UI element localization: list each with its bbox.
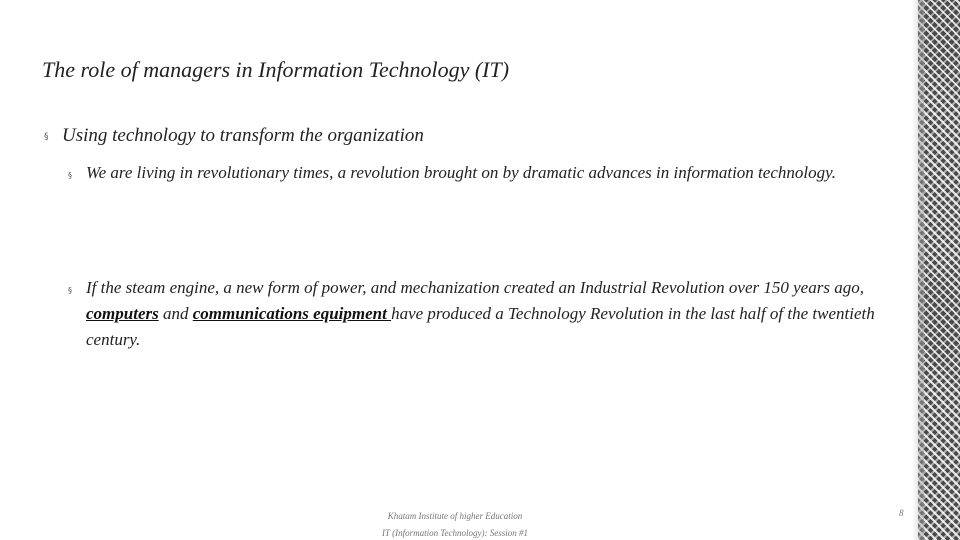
communications-equipment-link[interactable]: communications equipment bbox=[192, 304, 392, 323]
decorative-shadow bbox=[912, 0, 924, 540]
page-number: 8 bbox=[899, 508, 904, 518]
bullet-square-icon: § bbox=[68, 171, 72, 180]
sub-bullet-item bbox=[68, 275, 898, 353]
sub-bullet-text: We are living in revolutionary times, a revolution brought on by dramatic advances in information technology. bbox=[86, 163, 836, 182]
sub-bullet-text-start: If the steam engine, a new form of power, and mechanization created an Industrial Revolution over 150 years ago, bbox=[86, 278, 864, 297]
slide-footer bbox=[340, 508, 570, 540]
bullet-square-icon: § bbox=[44, 132, 49, 142]
sub-bullet-item bbox=[68, 160, 898, 186]
sub-bullet-text-end: have produced a Technology Revolution in the last half of the twentieth century. bbox=[86, 304, 875, 349]
decorative-pattern-band bbox=[918, 0, 960, 540]
footer-institute: Khatam Institute of higher Education bbox=[387, 511, 523, 521]
sub-bullet-text-middle: and bbox=[158, 304, 193, 323]
computers-link[interactable]: computers bbox=[86, 304, 159, 323]
footer-session: IT (Information Technology): Session #1 bbox=[382, 528, 528, 538]
bullet-square-icon: § bbox=[68, 286, 72, 295]
bullet-item bbox=[44, 125, 424, 147]
sub-bullet-text bbox=[68, 275, 898, 353]
bullet-text: Using technology to transform the organization bbox=[62, 125, 424, 146]
slide-title: The role of managers in Information Technology (IT) bbox=[42, 57, 510, 82]
